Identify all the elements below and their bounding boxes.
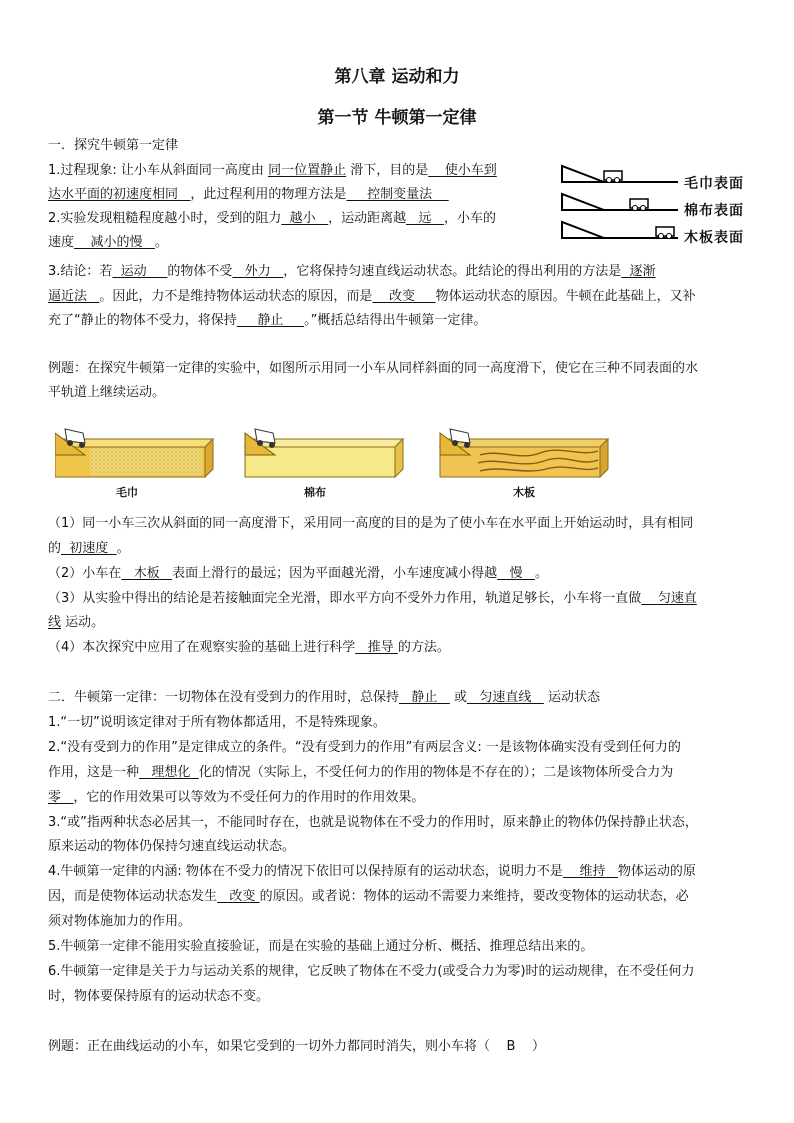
chapter-title: 第八章 运动和力: [334, 67, 460, 87]
answer-blank: 改变: [229, 889, 256, 904]
s2-note-2-line1: 2.“没有受到力的作用”是定律成立的条件。“没有受到力的作用”有两层含义: 一是该物体确实没有受到任何力的: [48, 740, 681, 755]
answer-choice: B: [506, 1039, 516, 1054]
s2-note-5: 5.牛顿第一定律不能用实验直接验证，而是在实验的基础上通过分析、概括、推理总结出来的。: [48, 939, 594, 954]
example1-q4: （4）本次探究中应用了在观察实验的基础上进行科学 推导 的方法。: [48, 640, 450, 655]
surface-label-wood: 木板: [513, 486, 535, 499]
ramp-cotton: [562, 194, 678, 211]
s1-p3-line2: 逼近法 。因此，力不是维持物体运动状态的原因，而是 改变 物体运动状态的原因。牛顿在此基础上，又补: [48, 289, 696, 304]
section-title: 第一节 牛顿第一定律: [317, 108, 477, 128]
answer-blank: 控制变量法: [367, 187, 433, 202]
example1-intro-line1: 例题：在探究牛顿第一定律的实验中，如图所示用同一小车从同样斜面的同一高度滑下，使它在三种不同表面的水: [48, 361, 699, 376]
example2-question: 例题：正在曲线运动的小车，如果它受到的一切外力都同时消失，则小车将（ B ）: [48, 1039, 546, 1054]
ramp-towel: [562, 166, 678, 183]
ramp-label-wood: 木板表面: [684, 230, 744, 246]
ramp-label-towel: 毛巾表面: [684, 176, 744, 192]
example1-q2: （2）小车在 木板 表面上滑行的最远；因为平面越光滑，小车速度减小得越 慢 。: [48, 566, 548, 581]
example1-q1-line1: （1）同一小车三次从斜面的同一高度滑下，采用同一高度的目的是为了使小车在水平面上开始运动时，具有相同: [48, 516, 694, 531]
answer-blank: 慢: [509, 566, 523, 581]
answer-blank: 逐渐: [629, 264, 656, 279]
section-2-heading: 二．牛顿第一定律：一切物体在没有受到力的作用时，总保持 静止 或 匀速直线 运动状态: [48, 690, 600, 705]
answer-blank: 远: [418, 211, 432, 226]
s2-note-6-line2: 时，物体要保持原有的运动状态不变。: [48, 989, 270, 1004]
answer-blank: 使小车到: [444, 163, 497, 178]
answer-blank: 运动: [120, 264, 147, 279]
ramp-diagram: [560, 158, 680, 250]
answer-blank: 同一位置静止: [268, 163, 347, 178]
answer-blank: 匀速直线: [479, 690, 532, 705]
example1-q1-line2: 的 初速度 。: [48, 541, 130, 556]
answer-blank: 木板: [133, 566, 160, 581]
surface-label-cotton: 棉布: [304, 486, 326, 499]
s2-note-6-line1: 6.牛顿第一定律是关于力与运动关系的规律，它反映了物体在不受力(或受合力为零)时的运动规律，在不受任何力: [48, 964, 695, 979]
s2-note-3-line2: 原来运动的物体仍保持匀速直线运动状态。: [48, 839, 296, 854]
answer-blank: 线: [48, 615, 62, 630]
s2-note-4-line3: 须对物体施加力的作用。: [48, 914, 192, 929]
answer-blank: 理想化: [151, 765, 191, 780]
s2-note-4-line1: 4.牛顿第一定律的内涵: 物体在不受力的情况下依旧可以保持原有的运动状态，说明力不是 维持 物体运动的原: [48, 864, 696, 879]
ramp-wood: [562, 222, 678, 239]
s2-note-2-line3: 零 ，它的作用效果可以等效为不受任何力的作用时的作用效果。: [48, 790, 425, 805]
s2-note-3-line1: 3.“或”指两种状态必居其一，不能同时存在，也就是说物体在不受力的作用时，原来静止的物体仍保持静止状态，: [48, 815, 698, 830]
cotton-board: [245, 429, 403, 477]
s1-p2-line2: 速度 减小的慢 。: [48, 235, 168, 250]
section-1-heading: 一．探究牛顿第一定律: [48, 138, 179, 153]
answer-blank: 匀速直: [657, 591, 697, 606]
answer-blank: 外力: [244, 264, 271, 279]
answer-blank: 零: [48, 790, 62, 805]
s1-p1-line2: 达水平面的初速度相同 ，此过程利用的物理方法是 控制变量法: [48, 187, 449, 203]
s2-note-2-line2: 作用，这是一种 理想化 化的情况（实际上，不受任何力的作用的物体是不存在的）；二是该物体所受合力为: [48, 765, 674, 780]
s1-p3-line1: 3.结论：若 运动 的物体不受 外力 ，它将保持匀速直线运动状态。此结论的得出利用的方法是 逐渐: [48, 264, 656, 279]
answer-blank: 改变: [388, 289, 415, 304]
answer-blank: 逼近法: [48, 289, 88, 304]
s1-p2-line1: 2.实验发现粗糙程度越小时，受到的阻力 越小 ，运动距离越 远 ，小车的: [48, 211, 496, 226]
s2-note-1: 1.“一切”说明该定律对于所有物体都适用，不是特殊现象。: [48, 715, 386, 730]
s1-p1-line1: 1.过程现象: 让小车从斜面同一高度由 同一位置静止 滑下，目的是 使小车到: [48, 163, 497, 178]
answer-blank: 静止: [257, 313, 284, 328]
answer-blank: 推导: [367, 640, 394, 655]
answer-blank: 静止: [411, 690, 438, 705]
wood-board: [440, 429, 608, 477]
answer-blank: 减小的慢: [90, 235, 143, 250]
example1-q3-line2: 线 运动。: [48, 615, 105, 630]
example1-q3-line1: （3）从实验中得出的结论是若接触面完全光滑，即水平方向不受外力作用，轨道足够长，小车将一直做 匀速直: [48, 591, 697, 606]
example1-intro-line2: 平轨道上继续运动。: [48, 385, 166, 400]
s2-note-4-line2: 因，而是使物体运动状态发生 改变 的原因。或者说：物体的运动不需要力来维持，要改变物体的运动状态，必: [48, 889, 689, 904]
surface-label-towel: 毛巾: [116, 486, 138, 499]
s1-p3-line3: 充了“静止的物体不受力，将保持 静止 。”概括总结得出牛顿第一定律。: [48, 313, 487, 328]
answer-blank: 达水平面的初速度相同: [48, 187, 179, 202]
towel-board: [55, 429, 213, 477]
answer-blank: 维持: [579, 864, 606, 879]
ramp-label-cotton: 棉布表面: [684, 203, 744, 219]
answer-blank: 越小: [289, 211, 316, 226]
answer-blank: 初速度: [69, 541, 109, 556]
